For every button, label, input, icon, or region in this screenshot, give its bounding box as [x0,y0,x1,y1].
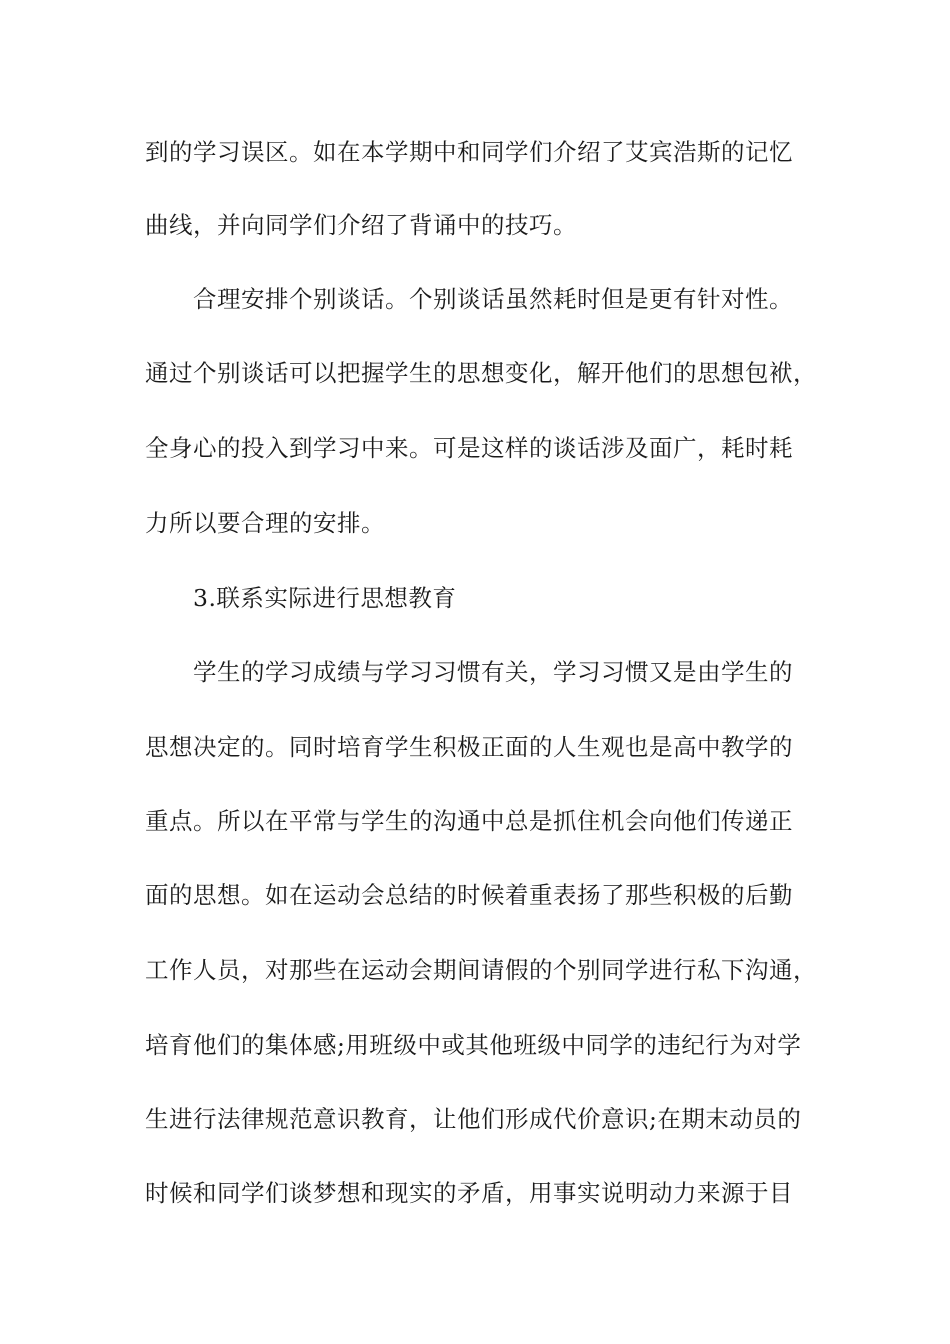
text-line: 重点。所以在平常与学生的沟通中总是抓住机会向他们传递正 [145,807,793,835]
text-line: 曲线，并向同学们介绍了背诵中的技巧。 [145,211,577,239]
text-line: 生进行法律规范意识教育，让他们形成代价意识;在期末动员的 [145,1105,802,1133]
text-line: 通过个别谈话可以把握学生的思想变化，解开他们的思想包袱， [145,359,817,387]
paragraph-start-line: 学生的学习成绩与学习习惯有关，学习习惯又是由学生的 [193,658,793,686]
text-line: 到的学习误区。如在本学期中和同学们介绍了艾宾浩斯的记忆 [145,138,793,166]
text-line: 培育他们的集体感;用班级中或其他班级中同学的违纪行为对学 [145,1031,802,1059]
text-line: 思想决定的。同时培育学生积极正面的人生观也是高中教学的 [145,733,793,761]
section-heading: 3.联系实际进行思想教育 [193,584,457,612]
text-line: 面的思想。如在运动会总结的时候着重表扬了那些积极的后勤 [145,881,793,909]
text-line: 工作人员，对那些在运动会期间请假的个别同学进行私下沟通， [145,956,817,984]
paragraph-start-line: 合理安排个别谈话。个别谈话虽然耗时但是更有针对性。 [193,285,793,313]
text-line: 力所以要合理的安排。 [145,509,385,537]
text-line: 时候和同学们谈梦想和现实的矛盾，用事实说明动力来源于目 [145,1179,793,1207]
text-line: 全身心的投入到学习中来。可是这样的谈话涉及面广，耗时耗 [145,434,793,462]
